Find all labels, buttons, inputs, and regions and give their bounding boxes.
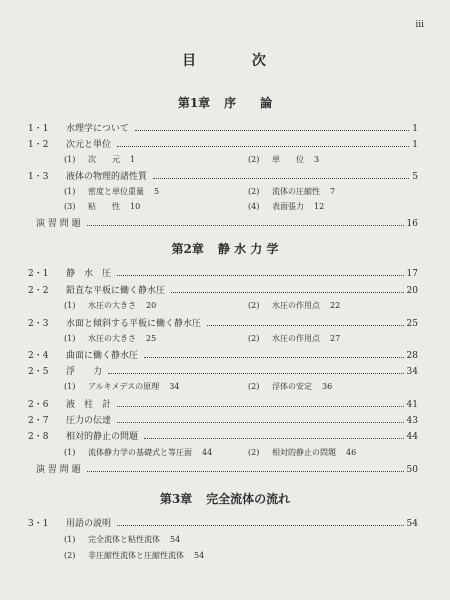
section-title: 演 習 問 題 [36,219,81,229]
sub-number: (1) [64,155,76,164]
section-number: 1・3 [28,172,49,182]
section-title: 曲面に働く静水圧 [66,351,139,361]
sub-number: (2) [248,382,260,391]
toc-entry-2-4 [28,348,418,362]
dot-leader [144,348,404,358]
sub-page: 1 [130,155,136,164]
toc-entry-2-8 [28,429,418,443]
sub-title: 粘 性 [88,202,120,211]
sub-number: (2) [248,334,260,343]
sub-page: 54 [170,535,181,544]
toc-sub-entry [64,549,204,562]
toc-sub-entry [248,153,319,166]
sub-page: 25 [146,334,157,343]
sub-page: 7 [330,187,336,196]
sub-title: 水圧の作用点 [272,334,320,343]
title-char-1: 目 [182,53,199,69]
title-char-2: 次 [251,53,268,69]
page-ref: 16 [406,219,418,229]
dot-leader [117,516,404,526]
page-ref: 1 [412,140,418,150]
toc-sub-entry [248,200,324,213]
toc-sub-entry [248,446,356,459]
toc-entry-1-2 [28,137,418,151]
section-title: 液 柱 計 [66,400,112,410]
sub-number: (1) [64,301,76,310]
page-ref: 50 [406,465,418,475]
sub-title: 水圧の大きさ [88,334,136,343]
sub-page: 12 [314,202,325,211]
dot-leader [153,169,409,179]
sub-number: (1) [64,382,76,391]
chapter-3-heading [0,490,450,507]
section-number: 2・6 [28,400,49,410]
page-ref: 25 [406,319,418,329]
dot-leader [117,266,404,276]
toc-sub-entry [248,380,332,393]
toc-entry-2-5 [28,364,418,378]
section-title: 用語の説明 [66,519,112,529]
sub-title: 相対的静止の問題 [272,448,336,457]
sub-number: (2) [248,187,260,196]
page-ref: 44 [406,432,418,442]
sub-page: 44 [202,448,213,457]
page-ref: 54 [406,519,418,529]
sub-number: (1) [64,535,76,544]
section-number: 1・1 [28,124,49,134]
toc-sub-entry [64,533,180,546]
toc-entry-exercises-1 [36,216,418,230]
toc-entry-1-3 [28,169,418,183]
page-ref: 28 [406,351,418,361]
section-number: 2・8 [28,432,49,442]
chapter-label: 第1章 [177,96,211,110]
toc-sub-entry [64,380,179,393]
sub-title: 流体静力学の基礎式と等圧面 [88,448,192,457]
dot-leader [144,429,404,439]
section-number: 2・5 [28,367,49,377]
section-title: 水理学について [66,124,129,134]
toc-sub-entry [248,332,340,345]
sub-title: 水圧の作用点 [272,301,320,310]
sub-number: (1) [64,448,76,457]
toc-entry-1-1 [28,121,418,135]
page-title [0,50,450,70]
toc-sub-entry [64,446,212,459]
sub-page: 3 [314,155,320,164]
sub-page: 5 [154,187,160,196]
toc-sub-entry [64,299,156,312]
sub-title: 単 位 [272,155,304,164]
toc-sub-entry [64,332,156,345]
sub-page: 27 [330,334,341,343]
sub-number: (2) [248,448,260,457]
toc-entry-2-3 [28,316,418,330]
sub-title: 水圧の大きさ [88,301,136,310]
section-number: 2・2 [28,286,49,296]
section-number: 2・4 [28,351,49,361]
chapter-title: 完全流体の流れ [206,492,291,506]
dot-leader [135,121,409,131]
toc-sub-entry [64,200,140,213]
section-number: 2・7 [28,416,49,426]
dot-leader [117,137,409,147]
toc-entry-2-7 [28,413,418,427]
page-number: iii [415,20,424,30]
section-title: 液体の物理的諸性質 [66,172,148,182]
sub-title: 浮体の安定 [272,382,312,391]
page-ref: 43 [406,416,418,426]
section-title: 相対的静止の問題 [66,432,139,442]
sub-page: 10 [130,202,141,211]
page-ref: 17 [406,269,418,279]
sub-title: 表面張力 [272,202,304,211]
chapter-1-heading [0,94,450,111]
page-ref: 5 [412,172,418,182]
chapter-label: 第2章 [171,242,204,256]
sub-number: (1) [64,334,76,343]
page-ref: 20 [406,286,418,296]
section-title: 鉛直な平板に働く静水圧 [66,286,166,296]
sub-number: (3) [64,202,76,211]
sub-page: 46 [346,448,357,457]
sub-number: (4) [248,202,260,211]
sub-page: 34 [169,382,180,391]
toc-entry-exercises-2 [36,462,418,476]
sub-page: 36 [322,382,333,391]
section-title: 次元と単位 [66,140,112,150]
sub-title: 次 元 [88,155,120,164]
section-title: 浮 力 [66,367,103,377]
sub-page: 20 [146,301,157,310]
dot-leader [171,283,404,293]
dot-leader [87,216,404,226]
toc-entry-3-1 [28,516,418,530]
section-title: 圧力の伝達 [66,416,112,426]
section-title: 演 習 問 題 [36,465,81,475]
dot-leader [108,364,404,374]
chapter-2-heading [0,240,450,257]
dot-leader [87,462,404,472]
toc-sub-entry [248,299,340,312]
section-number: 3・1 [28,519,49,529]
chapter-title: 静 水 力 学 [217,242,279,256]
toc-entry-2-2 [28,283,418,297]
sub-page: 22 [330,301,341,310]
toc-sub-entry [64,185,159,198]
page-ref: 34 [406,367,418,377]
section-title: 水面と傾斜する平板に働く静水圧 [66,319,202,329]
section-title: 静 水 圧 [66,269,112,279]
sub-title: アルキメデスの原理 [88,382,160,391]
section-number: 2・3 [28,319,49,329]
sub-title: 密度と単位重量 [88,187,144,196]
sub-title: 完全流体と粘性流体 [88,535,160,544]
toc-entry-2-6 [28,397,418,411]
chapter-title: 序 論 [224,96,273,110]
toc-sub-entry [64,153,135,166]
sub-number: (2) [64,551,76,560]
page-ref: 41 [406,400,418,410]
sub-number: (1) [64,187,76,196]
section-number: 2・1 [28,269,49,279]
sub-title: 非圧縮性流体と圧縮性流体 [88,551,184,560]
sub-number: (2) [248,301,260,310]
section-number: 1・2 [28,140,49,150]
toc-entry-2-1 [28,266,418,280]
sub-title: 流体の圧縮性 [272,187,320,196]
sub-number: (2) [248,155,260,164]
page-ref: 1 [412,124,418,134]
dot-leader [117,397,404,407]
chapter-label: 第3章 [159,492,193,506]
sub-page: 54 [194,551,205,560]
toc-sub-entry [248,185,335,198]
dot-leader [117,413,404,423]
dot-leader [207,316,404,326]
